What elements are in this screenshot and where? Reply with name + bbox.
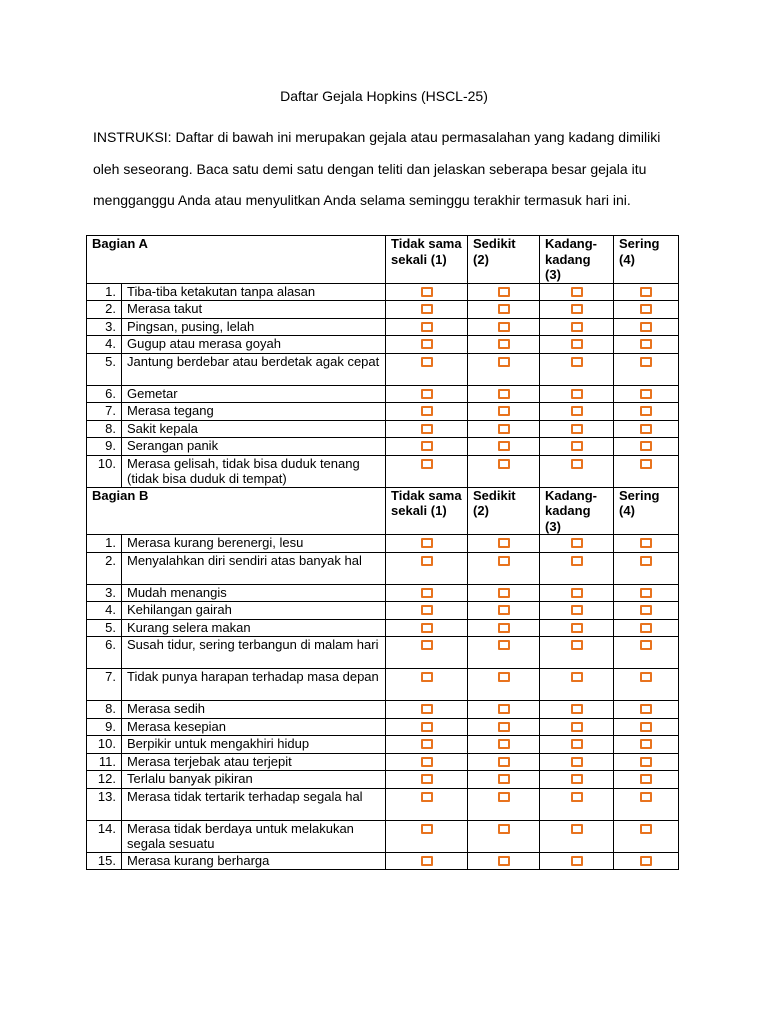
option-cell — [468, 318, 540, 336]
option-cell — [386, 753, 468, 771]
option-cell — [540, 602, 614, 620]
checkbox-3[interactable] — [571, 339, 583, 349]
option-cell — [614, 619, 679, 637]
checkbox-4[interactable] — [640, 824, 652, 834]
symptom-number: 8. — [87, 701, 122, 719]
symptom-text: Susah tidur, sering terbangun di malam hari — [122, 637, 386, 669]
symptom-text: Merasa takut — [122, 301, 386, 319]
option-cell — [540, 353, 614, 385]
checkbox-4[interactable] — [640, 357, 652, 367]
checkbox-4[interactable] — [640, 704, 652, 714]
checkbox-3[interactable] — [571, 588, 583, 598]
checkbox-2[interactable] — [498, 704, 510, 714]
symptom-row — [87, 584, 679, 602]
symptom-row — [87, 718, 679, 736]
checkbox-3[interactable] — [571, 322, 583, 332]
checkbox-2[interactable] — [498, 322, 510, 332]
option-cell — [468, 301, 540, 319]
option-cell — [468, 701, 540, 719]
option-cell — [386, 283, 468, 301]
checkbox-1[interactable] — [421, 824, 433, 834]
symptom-row — [87, 336, 679, 354]
option-cell — [468, 637, 540, 669]
checkbox-1[interactable] — [421, 588, 433, 598]
checkbox-2[interactable] — [498, 287, 510, 297]
symptom-text: Merasa terjebak atau terjepit — [122, 753, 386, 771]
option-cell — [468, 718, 540, 736]
option-cell — [468, 420, 540, 438]
symptom-text: Merasa kurang berharga — [122, 852, 386, 870]
option-cell — [386, 820, 468, 852]
option-cell — [614, 701, 679, 719]
checkbox-1[interactable] — [421, 389, 433, 399]
option-cell — [468, 753, 540, 771]
option-cell — [614, 602, 679, 620]
symptom-number: 10. — [87, 736, 122, 754]
option-cell — [540, 852, 614, 870]
option-cell — [614, 385, 679, 403]
option-cell — [540, 584, 614, 602]
option-cell — [468, 788, 540, 820]
symptom-number: 15. — [87, 852, 122, 870]
checkbox-3[interactable] — [571, 792, 583, 802]
option-cell — [614, 736, 679, 754]
symptom-number: 4. — [87, 336, 122, 354]
symptom-row — [87, 753, 679, 771]
symptom-number: 9. — [87, 718, 122, 736]
checkbox-4[interactable] — [640, 722, 652, 732]
option-cell — [468, 669, 540, 701]
option-cell — [386, 420, 468, 438]
symptom-row — [87, 619, 679, 637]
symptom-text: Sakit kepala — [122, 420, 386, 438]
option-header-4: Sering (4) — [614, 487, 679, 535]
symptom-number: 1. — [87, 283, 122, 301]
checkbox-3[interactable] — [571, 757, 583, 767]
option-cell — [540, 455, 614, 487]
option-cell — [468, 403, 540, 421]
symptom-row — [87, 318, 679, 336]
option-header-3: Kadang-kadang (3) — [540, 236, 614, 284]
option-cell — [540, 771, 614, 789]
option-cell — [540, 718, 614, 736]
symptom-number: 9. — [87, 438, 122, 456]
option-cell — [386, 584, 468, 602]
option-header-4: Sering (4) — [614, 236, 679, 284]
symptom-text: Merasa tegang — [122, 403, 386, 421]
checkbox-2[interactable] — [498, 406, 510, 416]
checkbox-1[interactable] — [421, 304, 433, 314]
option-cell — [540, 283, 614, 301]
checkbox-1[interactable] — [421, 556, 433, 566]
option-cell — [386, 602, 468, 620]
checkbox-2[interactable] — [498, 424, 510, 434]
option-cell — [386, 771, 468, 789]
symptom-number: 7. — [87, 403, 122, 421]
option-cell — [468, 385, 540, 403]
checkbox-4[interactable] — [640, 556, 652, 566]
option-cell — [468, 736, 540, 754]
checkbox-4[interactable] — [640, 757, 652, 767]
checkbox-3[interactable] — [571, 287, 583, 297]
option-cell — [540, 701, 614, 719]
symptom-row — [87, 552, 679, 584]
symptom-text: Terlalu banyak pikiran — [122, 771, 386, 789]
symptom-text: Serangan panik — [122, 438, 386, 456]
instructions-line-3: mengganggu Anda atau menyulitkan Anda selama seminggu terakhir termasuk hari ini. — [93, 192, 631, 208]
checkbox-3[interactable] — [571, 605, 583, 615]
symptom-text: Tiba-tiba ketakutan tanpa alasan — [122, 283, 386, 301]
option-cell — [468, 283, 540, 301]
symptom-text: Menyalahkan diri sendiri atas banyak hal — [122, 552, 386, 584]
checkbox-4[interactable] — [640, 406, 652, 416]
checkbox-1[interactable] — [421, 774, 433, 784]
option-header-2: Sedikit (2) — [468, 487, 540, 535]
option-cell — [614, 637, 679, 669]
symptom-row — [87, 301, 679, 319]
symptom-row — [87, 771, 679, 789]
instructions-line-1: INSTRUKSI: Daftar di bawah ini merupakan gejala atau permasalahan yang kadang dimiliki — [93, 129, 661, 145]
option-cell — [468, 455, 540, 487]
checkbox-3[interactable] — [571, 704, 583, 714]
option-cell — [614, 820, 679, 852]
checkbox-2[interactable] — [498, 605, 510, 615]
checkbox-4[interactable] — [640, 339, 652, 349]
checkbox-1[interactable] — [421, 739, 433, 749]
option-cell — [614, 283, 679, 301]
symptom-number: 12. — [87, 771, 122, 789]
checkbox-3[interactable] — [571, 538, 583, 548]
checkbox-3[interactable] — [571, 774, 583, 784]
option-cell — [614, 420, 679, 438]
symptom-number: 8. — [87, 420, 122, 438]
option-header-2: Sedikit (2) — [468, 236, 540, 284]
checkbox-3[interactable] — [571, 672, 583, 682]
checkbox-3[interactable] — [571, 357, 583, 367]
checkbox-4[interactable] — [640, 287, 652, 297]
option-cell — [614, 403, 679, 421]
checkbox-3[interactable] — [571, 623, 583, 633]
option-cell — [540, 736, 614, 754]
symptom-text: Kehilangan gairah — [122, 602, 386, 620]
symptom-number: 10. — [87, 455, 122, 487]
checkbox-2[interactable] — [498, 556, 510, 566]
checkbox-4[interactable] — [640, 672, 652, 682]
symptom-number: 1. — [87, 535, 122, 553]
option-cell — [614, 718, 679, 736]
checkbox-3[interactable] — [571, 304, 583, 314]
checkbox-1[interactable] — [421, 856, 433, 866]
symptom-text: Tidak punya harapan terhadap masa depan — [122, 669, 386, 701]
symptom-text: Merasa tidak berdaya untuk melakukan segala sesuatu — [122, 820, 386, 852]
option-cell — [540, 336, 614, 354]
option-header-1: Tidak sama sekali (1) — [386, 236, 468, 284]
option-cell — [386, 318, 468, 336]
checkbox-3[interactable] — [571, 856, 583, 866]
symptom-number: 3. — [87, 584, 122, 602]
option-header-3: Kadang-kadang (3) — [540, 487, 614, 535]
option-cell — [614, 336, 679, 354]
option-cell — [540, 552, 614, 584]
option-cell — [614, 438, 679, 456]
option-cell — [540, 753, 614, 771]
symptom-text: Mudah menangis — [122, 584, 386, 602]
symptom-row — [87, 353, 679, 385]
checkbox-4[interactable] — [640, 389, 652, 399]
symptom-text: Jantung berdebar atau berdetak agak cepat — [122, 353, 386, 385]
symptom-text: Merasa kesepian — [122, 718, 386, 736]
symptom-row — [87, 455, 679, 487]
option-cell — [468, 820, 540, 852]
symptom-row — [87, 701, 679, 719]
checkbox-1[interactable] — [421, 704, 433, 714]
option-cell — [386, 535, 468, 553]
checkbox-1[interactable] — [421, 640, 433, 650]
checkbox-1[interactable] — [421, 339, 433, 349]
symptom-text: Gemetar — [122, 385, 386, 403]
checkbox-4[interactable] — [640, 459, 652, 469]
symptom-row — [87, 852, 679, 870]
checkbox-2[interactable] — [498, 588, 510, 598]
symptom-number: 11. — [87, 753, 122, 771]
option-cell — [540, 318, 614, 336]
symptom-row — [87, 820, 679, 852]
option-cell — [386, 669, 468, 701]
option-cell — [386, 788, 468, 820]
checkbox-3[interactable] — [571, 739, 583, 749]
checkbox-3[interactable] — [571, 406, 583, 416]
option-cell — [614, 852, 679, 870]
symptom-text: Merasa tidak tertarik terhadap segala hal — [122, 788, 386, 820]
instructions-line-2: oleh seseorang. Baca satu demi satu dengan teliti dan jelaskan seberapa besar gejala itu — [93, 161, 647, 177]
option-cell — [540, 403, 614, 421]
checkbox-1[interactable] — [421, 538, 433, 548]
checkbox-2[interactable] — [498, 357, 510, 367]
checkbox-1[interactable] — [421, 424, 433, 434]
checkbox-4[interactable] — [640, 605, 652, 615]
option-cell — [540, 788, 614, 820]
symptom-text: Pingsan, pusing, lelah — [122, 318, 386, 336]
symptom-text: Merasa gelisah, tidak bisa duduk tenang (tidak bisa duduk di tempat) — [122, 455, 386, 487]
symptom-number: 13. — [87, 788, 122, 820]
symptom-checklist-table — [86, 235, 679, 870]
checkbox-4[interactable] — [640, 588, 652, 598]
symptom-row — [87, 736, 679, 754]
option-cell — [468, 852, 540, 870]
checkbox-2[interactable] — [498, 856, 510, 866]
checkbox-3[interactable] — [571, 389, 583, 399]
section-title: Bagian B — [87, 487, 386, 535]
option-cell — [540, 385, 614, 403]
option-cell — [386, 736, 468, 754]
checkbox-4[interactable] — [640, 792, 652, 802]
checkbox-4[interactable] — [640, 774, 652, 784]
symptom-row — [87, 535, 679, 553]
section-header-row — [87, 236, 679, 284]
checkbox-2[interactable] — [498, 774, 510, 784]
option-cell — [468, 535, 540, 553]
checkbox-3[interactable] — [571, 556, 583, 566]
option-cell — [540, 669, 614, 701]
option-cell — [540, 535, 614, 553]
checkbox-1[interactable] — [421, 357, 433, 367]
symptom-row — [87, 788, 679, 820]
option-cell — [468, 336, 540, 354]
option-cell — [386, 455, 468, 487]
checkbox-1[interactable] — [421, 722, 433, 732]
section-header-row — [87, 487, 679, 535]
symptom-row — [87, 602, 679, 620]
option-cell — [614, 535, 679, 553]
option-cell — [614, 353, 679, 385]
symptom-text: Berpikir untuk mengakhiri hidup — [122, 736, 386, 754]
symptom-number: 5. — [87, 353, 122, 385]
option-cell — [540, 637, 614, 669]
option-cell — [386, 301, 468, 319]
symptom-number: 6. — [87, 385, 122, 403]
checkbox-1[interactable] — [421, 623, 433, 633]
option-cell — [386, 403, 468, 421]
checkbox-1[interactable] — [421, 605, 433, 615]
option-cell — [386, 718, 468, 736]
checkbox-4[interactable] — [640, 322, 652, 332]
symptom-number: 4. — [87, 602, 122, 620]
symptom-row — [87, 385, 679, 403]
option-cell — [468, 584, 540, 602]
option-cell — [614, 584, 679, 602]
checkbox-1[interactable] — [421, 322, 433, 332]
option-cell — [468, 438, 540, 456]
option-cell — [386, 637, 468, 669]
checkbox-3[interactable] — [571, 441, 583, 451]
checkbox-4[interactable] — [640, 856, 652, 866]
symptom-row — [87, 669, 679, 701]
checkbox-2[interactable] — [498, 722, 510, 732]
checkbox-1[interactable] — [421, 672, 433, 682]
checkbox-4[interactable] — [640, 304, 652, 314]
checkbox-2[interactable] — [498, 538, 510, 548]
option-cell — [540, 619, 614, 637]
option-cell — [614, 788, 679, 820]
option-cell — [468, 602, 540, 620]
checkbox-1[interactable] — [421, 441, 433, 451]
checkbox-2[interactable] — [498, 339, 510, 349]
checkbox-4[interactable] — [640, 739, 652, 749]
option-cell — [540, 438, 614, 456]
checkbox-4[interactable] — [640, 538, 652, 548]
checkbox-1[interactable] — [421, 792, 433, 802]
checkbox-1[interactable] — [421, 459, 433, 469]
checkbox-2[interactable] — [498, 757, 510, 767]
option-cell — [386, 385, 468, 403]
symptom-number: 14. — [87, 820, 122, 852]
checkbox-1[interactable] — [421, 757, 433, 767]
symptom-row — [87, 283, 679, 301]
option-cell — [614, 552, 679, 584]
symptom-row — [87, 420, 679, 438]
checkbox-4[interactable] — [640, 640, 652, 650]
option-cell — [614, 301, 679, 319]
symptom-number: 2. — [87, 552, 122, 584]
symptom-number: 7. — [87, 669, 122, 701]
checkbox-2[interactable] — [498, 672, 510, 682]
checkbox-1[interactable] — [421, 287, 433, 297]
checkbox-4[interactable] — [640, 441, 652, 451]
symptom-row — [87, 438, 679, 456]
checkbox-4[interactable] — [640, 424, 652, 434]
checkbox-2[interactable] — [498, 640, 510, 650]
checkbox-3[interactable] — [571, 824, 583, 834]
option-cell — [614, 753, 679, 771]
option-cell — [386, 552, 468, 584]
checkbox-3[interactable] — [571, 722, 583, 732]
symptom-text: Kurang selera makan — [122, 619, 386, 637]
checkbox-1[interactable] — [421, 406, 433, 416]
option-cell — [468, 771, 540, 789]
checkbox-3[interactable] — [571, 459, 583, 469]
option-cell — [386, 353, 468, 385]
symptom-text: Merasa kurang berenergi, lesu — [122, 535, 386, 553]
checkbox-2[interactable] — [498, 459, 510, 469]
option-cell — [540, 820, 614, 852]
checkbox-2[interactable] — [498, 441, 510, 451]
option-cell — [386, 852, 468, 870]
symptom-row — [87, 637, 679, 669]
checkbox-3[interactable] — [571, 640, 583, 650]
symptom-number: 3. — [87, 318, 122, 336]
checkbox-3[interactable] — [571, 424, 583, 434]
symptom-row — [87, 403, 679, 421]
page-title: Daftar Gejala Hopkins (HSCL-25) — [280, 88, 488, 104]
option-cell — [614, 771, 679, 789]
option-cell — [386, 619, 468, 637]
option-cell — [468, 619, 540, 637]
checkbox-2[interactable] — [498, 792, 510, 802]
option-cell — [386, 701, 468, 719]
option-cell — [540, 420, 614, 438]
checkbox-2[interactable] — [498, 739, 510, 749]
checkbox-2[interactable] — [498, 389, 510, 399]
option-cell — [386, 438, 468, 456]
checkbox-2[interactable] — [498, 824, 510, 834]
symptom-number: 6. — [87, 637, 122, 669]
option-cell — [614, 669, 679, 701]
symptom-number: 2. — [87, 301, 122, 319]
symptom-text: Gugup atau merasa goyah — [122, 336, 386, 354]
checkbox-2[interactable] — [498, 304, 510, 314]
option-cell — [468, 552, 540, 584]
checkbox-4[interactable] — [640, 623, 652, 633]
checkbox-2[interactable] — [498, 623, 510, 633]
option-cell — [386, 336, 468, 354]
symptom-text: Merasa sedih — [122, 701, 386, 719]
option-cell — [614, 318, 679, 336]
option-header-1: Tidak sama sekali (1) — [386, 487, 468, 535]
section-title: Bagian A — [87, 236, 386, 284]
option-cell — [468, 353, 540, 385]
option-cell — [614, 455, 679, 487]
symptom-number: 5. — [87, 619, 122, 637]
option-cell — [540, 301, 614, 319]
